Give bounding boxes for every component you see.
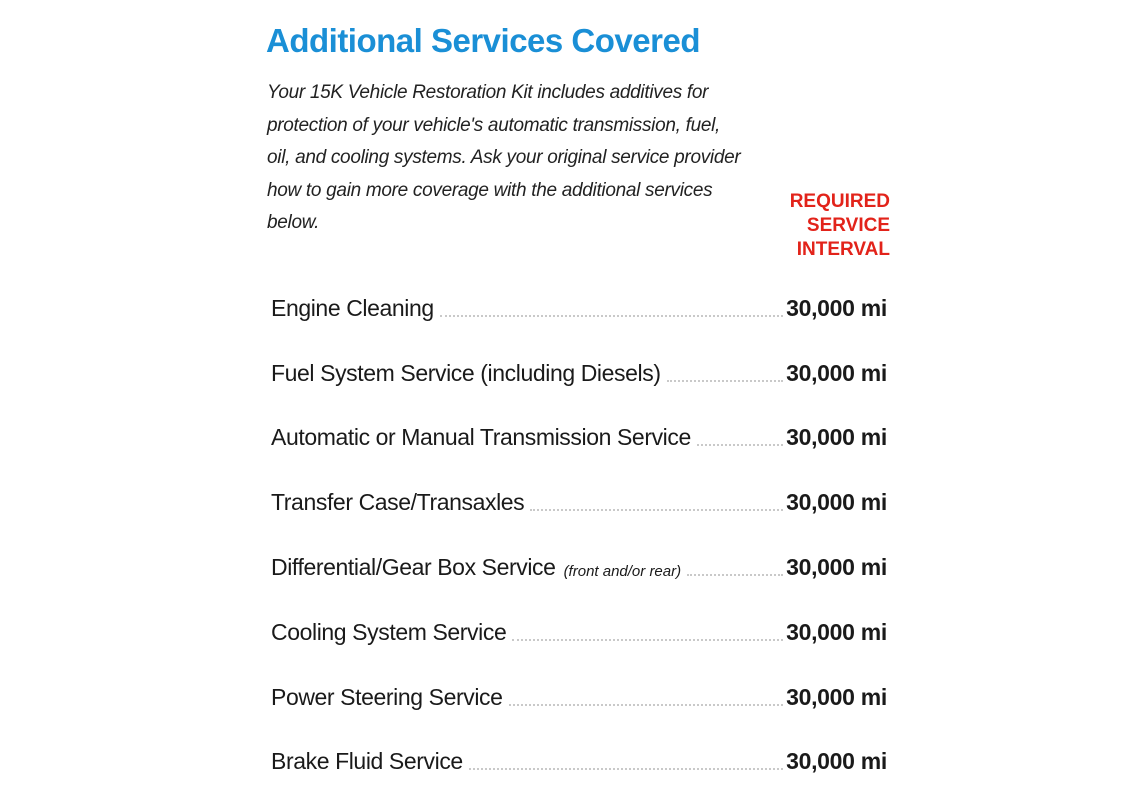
dot-leader	[667, 380, 784, 382]
interval-header-line: INTERVAL	[796, 239, 890, 260]
interval-column-header	[760, 190, 890, 262]
service-name: Automatic or Manual Transmission Service	[271, 424, 691, 451]
dot-leader	[512, 639, 783, 641]
dot-leader	[440, 315, 783, 317]
service-interval: 30,000 mi	[786, 424, 887, 451]
service-row	[271, 541, 887, 606]
service-interval: 30,000 mi	[786, 294, 887, 321]
interval-header-line: REQUIRED	[789, 191, 890, 212]
service-name: Differential/Gear Box Service	[271, 553, 556, 580]
service-name: Fuel System Service (including Diesels)	[271, 359, 661, 386]
dot-leader	[697, 444, 783, 446]
service-row	[271, 476, 887, 541]
service-note: (front and/or rear)	[563, 562, 682, 580]
service-row	[271, 736, 887, 801]
service-interval: 30,000 mi	[786, 618, 887, 645]
dot-leader	[530, 509, 783, 511]
service-interval: 30,000 mi	[786, 553, 887, 580]
service-name: Brake Fluid Service	[271, 748, 463, 775]
service-interval: 30,000 mi	[786, 489, 887, 516]
intro-paragraph: Your 15K Vehicle Restoration Kit includes additives for protection of your vehicle's automatic transmission, fuel, oil, and cooling systems. Ask your original service provider how to gain more coverage with the additional services below.	[267, 82, 741, 233]
dot-leader	[469, 768, 783, 770]
dot-leader	[687, 574, 783, 576]
service-name: Transfer Case/Transaxles	[271, 489, 525, 516]
service-interval: 30,000 mi	[786, 683, 887, 710]
service-row	[271, 671, 887, 736]
services-list	[271, 282, 887, 800]
service-row	[271, 412, 887, 477]
service-interval: 30,000 mi	[786, 359, 887, 386]
service-name: Cooling System Service	[271, 618, 507, 645]
interval-header-line: SERVICE	[806, 215, 890, 236]
service-row	[271, 282, 887, 347]
service-name: Power Steering Service	[271, 683, 503, 710]
page-title: Additional Services Covered	[266, 22, 700, 59]
dot-leader	[509, 704, 784, 706]
service-interval: 30,000 mi	[786, 748, 887, 775]
service-row	[271, 606, 887, 671]
service-name: Engine Cleaning	[271, 294, 434, 321]
service-row	[271, 347, 887, 412]
